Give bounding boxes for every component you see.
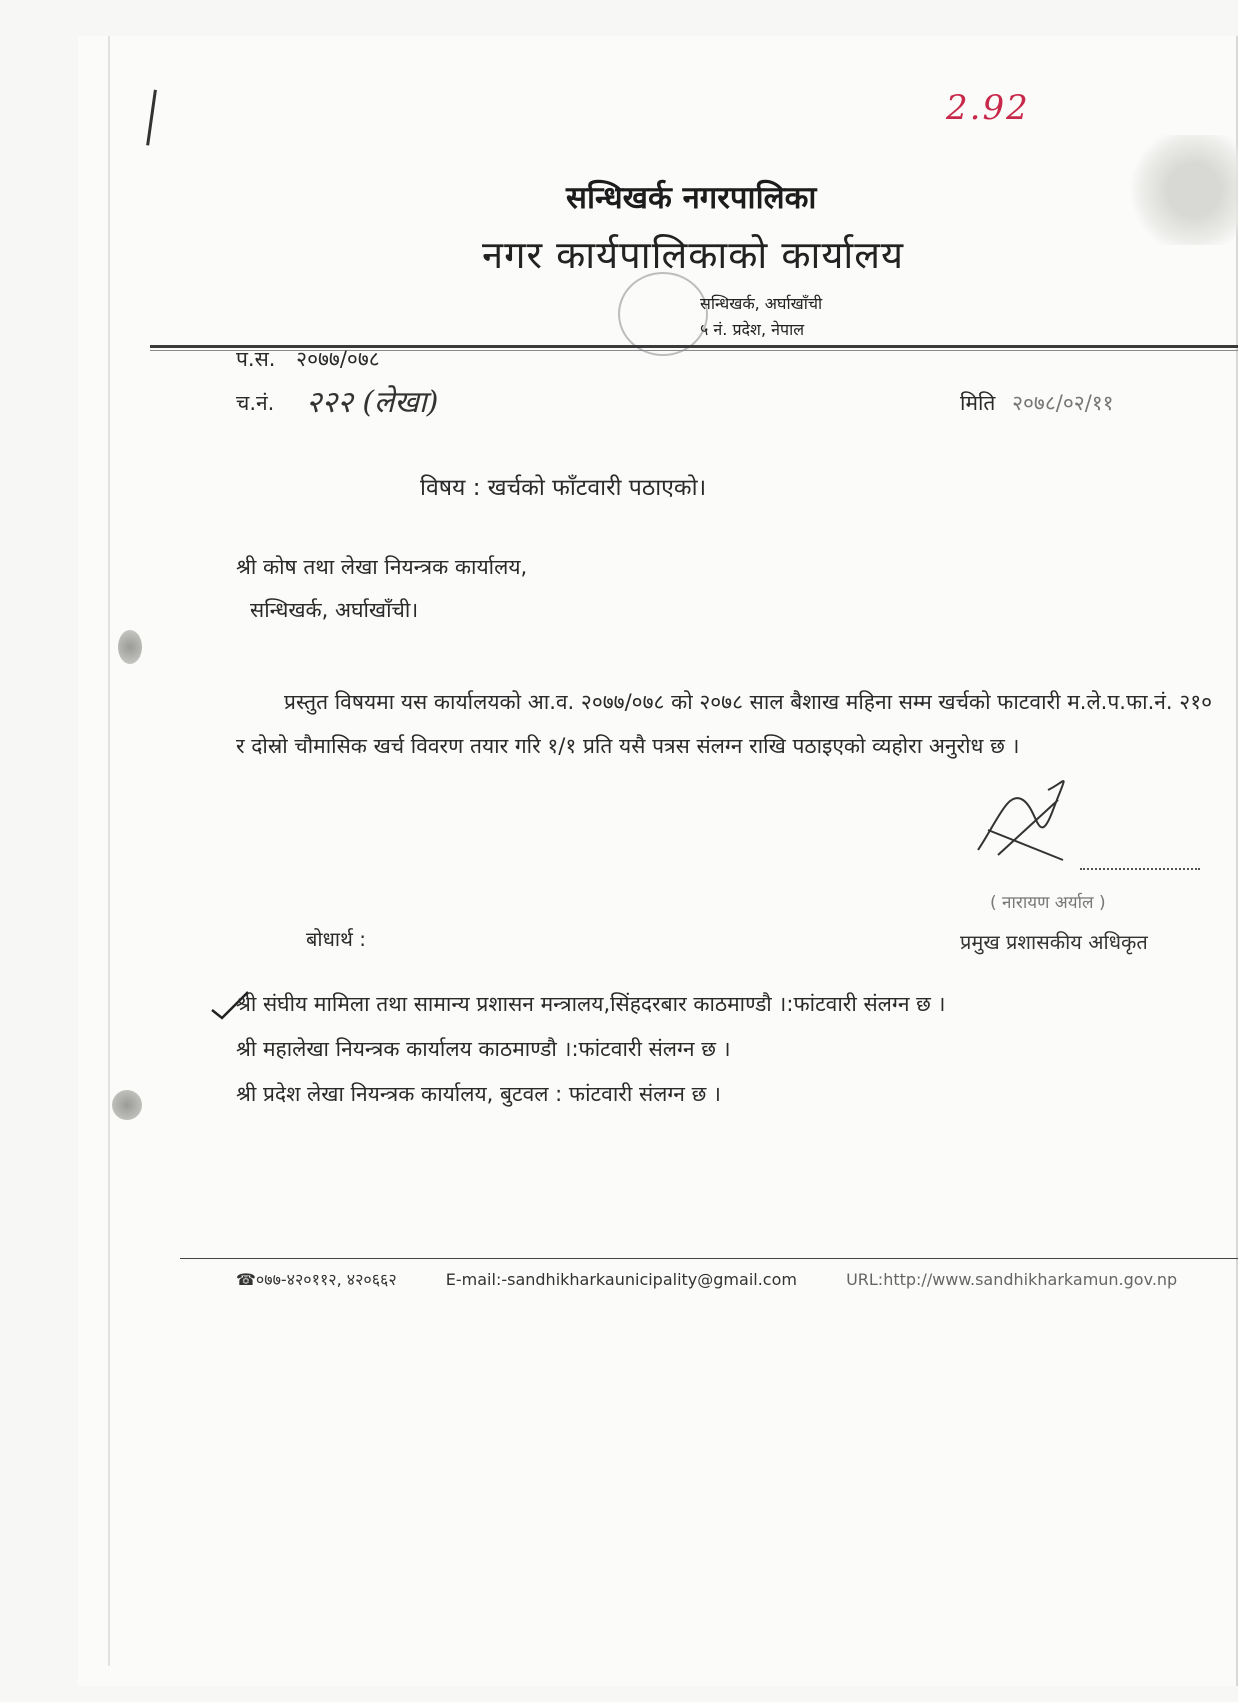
patra-sankhya — [236, 345, 380, 373]
chalani-number-label: च.नं. — [236, 391, 275, 415]
footer-url: URL:http://www.sandhikharkamun.gov.np — [846, 1270, 1178, 1289]
cc-item: श्री महालेखा नियन्त्रक कार्यालय काठमाण्डौ ।:फांटवारी संलग्न छ । — [236, 1037, 731, 1061]
addressee-line-2: सन्धिखर्क, अर्घाखाँची। — [250, 598, 419, 622]
cc-list — [236, 982, 946, 1117]
footer-divider — [180, 1258, 1238, 1259]
government-emblem — [1128, 135, 1238, 245]
cc-item: श्री प्रदेश लेखा नियन्त्रक कार्यालय, बुटवल : फांटवारी संलग्न छ । — [236, 1082, 721, 1106]
signatory-title: प्रमुख प्रशासकीय अधिकृत — [960, 930, 1148, 954]
annotation-number: 2.92 — [946, 88, 1030, 128]
ps-value: २०७७/०७८ — [296, 347, 380, 371]
chalani-number-value: २२२ (लेखा) — [306, 385, 439, 420]
signature-line — [1080, 868, 1200, 870]
office-seal — [618, 272, 708, 356]
footer — [236, 1268, 1236, 1290]
addressee-line-1: श्री कोष तथा लेखा नियन्त्रक कार्यालय, — [236, 555, 528, 579]
date-block — [960, 389, 1114, 417]
punch-hole-bottom — [112, 1090, 142, 1120]
page-edge — [108, 36, 110, 1666]
punch-hole-top — [118, 630, 142, 664]
municipality-name: सन्धिखर्क नगरपालिका — [566, 180, 817, 216]
signature — [968, 760, 1078, 870]
cc-item: श्री संघीय मामिला तथा सामान्य प्रशासन मन्त्रालय,सिंहदरबार काठमाण्डौ ।:फांटवारी संलग्न छ । — [236, 992, 946, 1016]
signatory-name: ( नारायण अर्याल ) — [990, 893, 1106, 913]
letter-subject: विषय : खर्चको फाँटवारी पठाएको। — [420, 475, 707, 501]
office-province: ५ नं. प्रदेश, नेपाल — [700, 320, 805, 339]
date-label: मिति — [960, 391, 996, 415]
date-value: २०७८/०२/११ — [1012, 391, 1114, 415]
office-name: नगर कार्यपालिकाको कार्यालय — [482, 233, 905, 277]
footer-phone: ☎०७७-४२०११२, ४२०६६२ — [236, 1270, 397, 1289]
office-location: सन्धिखर्क, अर्घाखाँची — [700, 294, 823, 313]
cc-label: बोधार्थ : — [306, 927, 366, 951]
footer-email: E-mail:-sandhikharkaunicipality@gmail.com — [445, 1270, 797, 1289]
ps-label: प.स. — [236, 347, 276, 371]
letter-body: प्रस्तुत विषयमा यस कार्यालयको आ.व. २०७७/०७८ को २०७८ साल बैशाख महिना सम्म खर्चको फाटवारी म.ले.प.फा.नं. २१० र दोस्रो चौमासिक खर्च विवरण तयार गरि १/१ प्रति यसै पत्रस संलग्न राखि पठाइएको व्यहोरा अनुरोध छ । — [236, 690, 1213, 758]
